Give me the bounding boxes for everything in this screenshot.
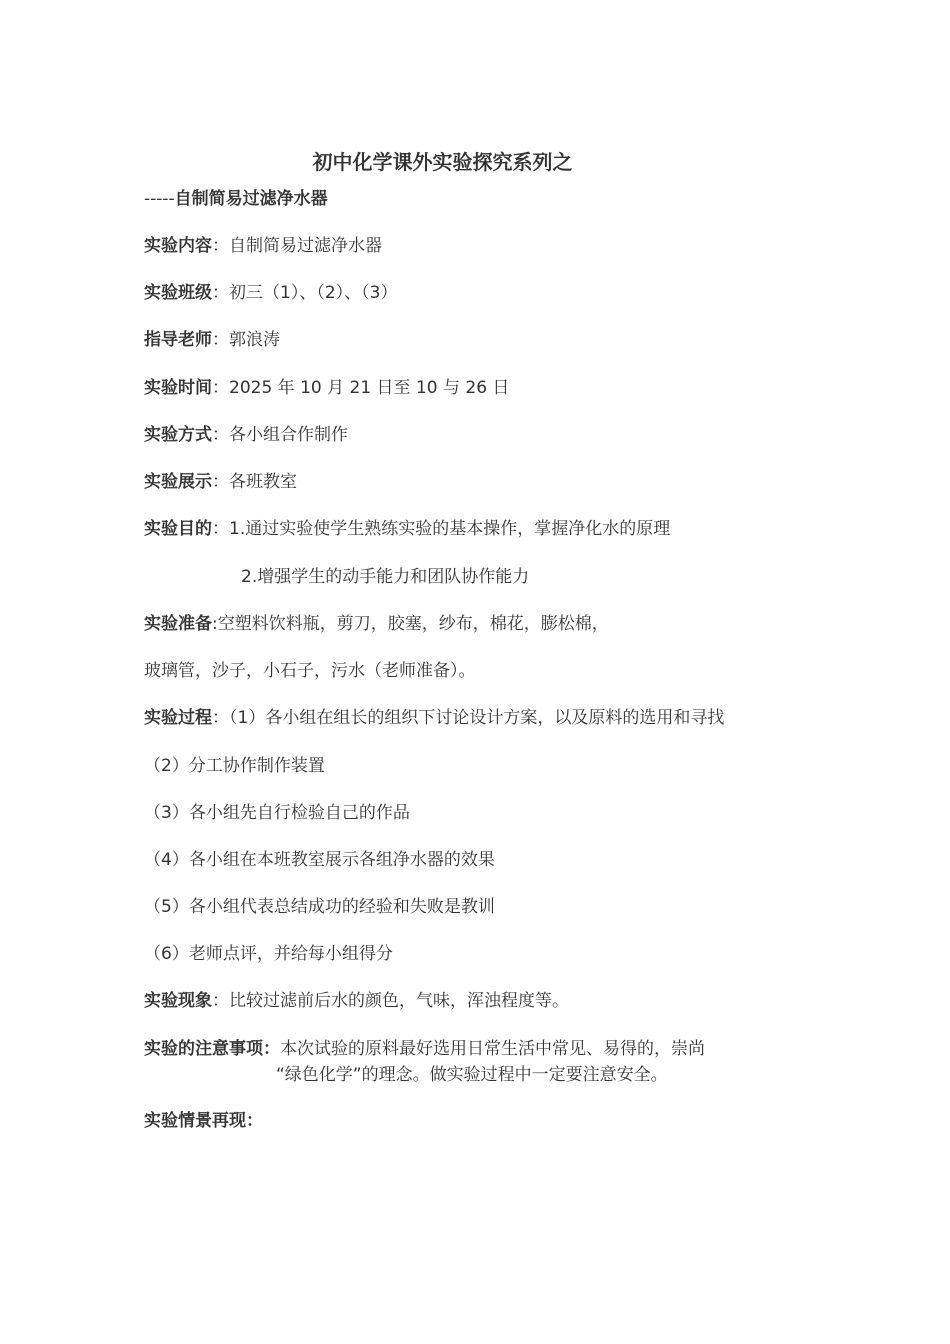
process-step-5: （5）各小组代表总结成功的经验和失败是教训 xyxy=(144,897,495,917)
preparation-label: 实验准备 xyxy=(144,614,212,634)
time-row xyxy=(144,376,509,400)
content-value: 自制简易过滤净水器 xyxy=(229,236,382,256)
purpose-row xyxy=(144,517,670,541)
preparation-row xyxy=(144,612,609,636)
display-separator: ： xyxy=(212,472,229,492)
teacher-value: 郭浪涛 xyxy=(229,330,280,350)
content-row xyxy=(144,234,382,258)
content-label: 实验内容 xyxy=(144,236,212,256)
process-step-1: （1）各小组在组长的组织下讨论设计方案，以及原料的选用和寻找 xyxy=(229,708,725,728)
notes-line-2: “绿色化学”的理念。做实验过程中一定要注意安全。 xyxy=(276,1065,668,1085)
teacher-label: 指导老师 xyxy=(144,330,212,350)
subtitle-text: 自制简易过滤净水器 xyxy=(174,189,328,209)
process-step-2: （2）分工协作制作装置 xyxy=(144,756,325,776)
purpose-item-1: 1.通过实验使学生熟练实验的基本操作，掌握净化水的原理 xyxy=(229,519,671,539)
process-row xyxy=(144,706,724,730)
display-label: 实验展示 xyxy=(144,472,212,492)
classes-label: 实验班级 xyxy=(144,283,212,303)
preparation-line-2: 玻璃管，沙子，小石子，污水（老师准备）。 xyxy=(144,661,476,681)
method-label: 实验方式 xyxy=(144,425,212,445)
notes-separator: ： xyxy=(263,1039,280,1059)
subtitle-prefix: ----- xyxy=(144,189,175,209)
purpose-label: 实验目的 xyxy=(144,519,212,539)
teacher-separator: ： xyxy=(212,330,229,350)
purpose-separator: ： xyxy=(212,519,229,539)
method-row xyxy=(144,423,348,447)
process-separator: ： xyxy=(212,708,229,728)
phenomenon-value: 比较过滤前后水的颜色，气味，浑浊程度等。 xyxy=(229,991,569,1011)
notes-line-1: 本次试验的原料最好选用日常生活中常见、易得的，崇尚 xyxy=(280,1039,705,1059)
purpose-item-2: 2.增强学生的动手能力和团队协作能力 xyxy=(241,567,530,587)
process-step-6: （6）老师点评，并给每小组得分 xyxy=(144,944,393,964)
scene-label: 实验情景再现： xyxy=(144,1111,263,1131)
scene-row xyxy=(144,1109,263,1133)
process-step-4: （4）各小组在本班教室展示各组净水器的效果 xyxy=(144,850,495,870)
time-separator: ： xyxy=(212,378,229,398)
classes-value: 初三（1）、（2）、（3） xyxy=(229,283,398,303)
phenomenon-label: 实验现象 xyxy=(144,991,212,1011)
display-value: 各班教室 xyxy=(229,472,297,492)
notes-label: 实验的注意事项 xyxy=(144,1039,263,1059)
time-label: 实验时间 xyxy=(144,378,212,398)
classes-row xyxy=(144,281,397,305)
process-step-3: （3）各小组先自行检验自己的作品 xyxy=(144,803,410,823)
time-value: 2025 年 10 月 21 日至 10 与 26 日 xyxy=(229,378,510,398)
classes-separator: ： xyxy=(212,283,229,303)
method-value: 各小组合作制作 xyxy=(229,425,348,445)
teacher-row xyxy=(144,328,280,352)
phenomenon-separator: ： xyxy=(212,991,229,1011)
document-title: 初中化学课外实验探究系列之 xyxy=(312,150,573,174)
process-label: 实验过程 xyxy=(144,708,212,728)
display-row xyxy=(144,470,297,494)
phenomenon-row xyxy=(144,989,569,1013)
method-separator: ： xyxy=(212,425,229,445)
preparation-line-1: :空塑料饮料瓶，剪刀，胶塞，纱布，棉花，膨松棉， xyxy=(212,614,609,634)
subtitle-line xyxy=(144,187,328,211)
content-separator: ： xyxy=(212,236,229,256)
notes-row xyxy=(144,1037,705,1061)
